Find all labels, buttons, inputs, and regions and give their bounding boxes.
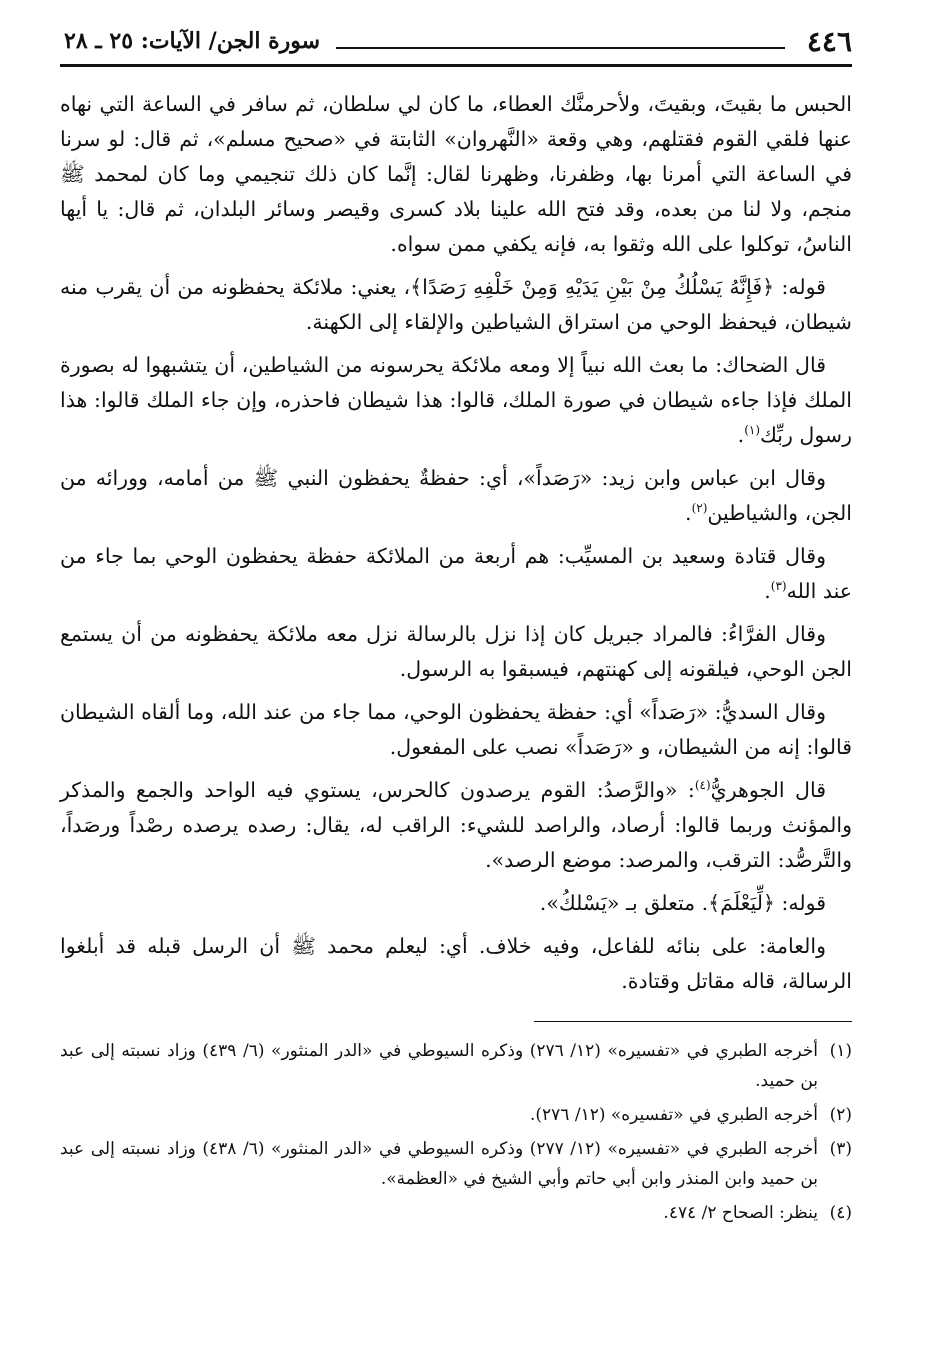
footnote-number: (١) (829, 1041, 852, 1061)
footnote-text: ينظر: الصحاح ٢/ ٤٧٤. (663, 1203, 818, 1223)
footnote (60, 1134, 852, 1194)
paragraph: قال الجوهريُّ$^{(٤)}$: «والرَّصدُ: القوم يرصدون كالحرس، يستوي فيه الواحد والجمع والمذكر والمؤنث وربما قالوا: أرصاد، والراصد للشيء: الراقب له، يقال: رصده يرصده رصْداً ورصَداً، والتَّرصُّد: الترقب، والمرصد: موضع الرصد». (60, 778, 852, 872)
footnote-text: أخرجه الطبري في «تفسيره» (١٢/ ٢٧٦) وذكره السيوطي في «الدر المنثور» (٦/ ٤٣٩) وزاد نسبته إلى عبد بن حميد. (60, 1041, 818, 1091)
footnote-separator (534, 1021, 852, 1022)
paragraph: وقال الفرَّاءُ: فالمراد جبريل كان إذا نزل بالرسالة نزل معه ملائكة يحفظونه من أن يستمع الجن الوحي، فيلقونه إلى كهنتهم، فيسبقوا به الرسول. (60, 622, 852, 681)
footnote-ref[interactable]: (٤) (694, 778, 711, 793)
running-title: سورة الجن/ الآيات: ٢٥ ـ ٢٨ (64, 28, 321, 54)
header-leader-line (336, 47, 785, 49)
footnote-text: أخرجه الطبري في «تفسيره» (١٢/ ٢٧٦). (529, 1105, 818, 1125)
paragraph: وقال السديُّ: «رَصَداً» أي: حفظة يحفظون الوحي، مما جاء من عند الله، وما ألقاه الشيطان قالوا: إنه من الشيطان، و «رَصَداً» نصب على المفعول. (60, 700, 852, 759)
paragraph: والعامة: على بنائه للفاعل، وفيه خلاف. أي: ليعلم محمد ﷺ أن الرسل قبله قد أبلغوا الرسالة، قاله مقاتل وقتادة. (60, 934, 852, 993)
footnotes (60, 1036, 852, 1228)
footnote-text: أخرجه الطبري في «تفسيره» (١٢/ ٢٧٧) وذكره السيوطي في «الدر المنثور» (٦/ ٤٣٨) وزاد نسبته إلى عبد بن حميد وابن المنذر وابن أبي حاتم وأبي الشيخ في «العظمة». (60, 1139, 818, 1189)
footnote (60, 1100, 852, 1130)
paragraph: وقال قتادة وسعيد بن المسيِّب: هم أربعة من الملائكة حفظة يحفظون الوحي بما جاء من عند الله$^{(٣)}$. (60, 544, 852, 603)
footnote (60, 1036, 852, 1096)
main-text (60, 87, 852, 999)
footnote (60, 1198, 852, 1228)
footnote-number: (٤) (829, 1203, 852, 1223)
header-rule (60, 64, 852, 67)
paragraph: قال الضحاك: ما بعث الله نبياً إلا ومعه ملائكة يحرسونه من الشياطين، أن يتشبهوا له بصورة الملك فإذا جاءه شيطان في صورة الملك، قالوا: هذا شيطان فاحذره، وإن جاء الملك قالوا: هذا رسول ربِّك$^{(١)}$. (60, 353, 852, 447)
paragraph: وقال ابن عباس وابن زيد: «رَصَداً»، أي: حفظةٌ يحفظون النبي ﷺ من أمامه، وورائه من الجن، والشياطين$^{(٢)}$. (60, 466, 852, 525)
footnote-ref[interactable]: (١) (744, 423, 761, 438)
paragraph: قوله: ﴿لِّيَعْلَمَ﴾. متعلق بـ «يَسْلكُ». (539, 891, 826, 915)
footnote-ref[interactable]: (٣) (770, 579, 787, 594)
page-number: ٤٤٦ (806, 24, 852, 58)
book-page (60, 18, 852, 1328)
footnote-ref[interactable]: (٢) (691, 501, 708, 516)
paragraph: قوله: ﴿فَإِنَّهُ يَسْلُكُ مِنْ بَيْنِ يَدَيْهِ وَمِنْ خَلْفِهِ رَصَدًا﴾، يعني: ملائكة يحفظونه من أن يقرب منه شيطان، فيحفظ الوحي من استراق الشياطين والإلقاء إلى الكهنة. (60, 275, 852, 334)
page-header (60, 18, 852, 64)
footnote-number: (٢) (829, 1105, 852, 1125)
footnote-number: (٣) (829, 1139, 852, 1159)
paragraph: الحبس ما بقيتَ، وبقيتَ، ولأحرمنَّك العطاء، ما كان لي سلطان، ثم سافر في الساعة التي نهاه عنها فلقي القوم فقتلهم، وهي وقعة «النَّهروان» الثابتة في «صحيح مسلم»، ثم قال: لو سرنا في الساعة التي أمرنا بها، وظفرنا، وظهرنا لقال: إنَّما كان ذلك تنجيمي وما كان لمحمد ﷺ منجم، ولا لنا من بعده، وقد فتح الله علينا بلاد كسرى وقيصر وسائر البلدان، ثم قال: يا أيها الناسُ، توكلوا على الله وثقوا به، فإنه يكفي ممن سواه. (60, 92, 852, 256)
